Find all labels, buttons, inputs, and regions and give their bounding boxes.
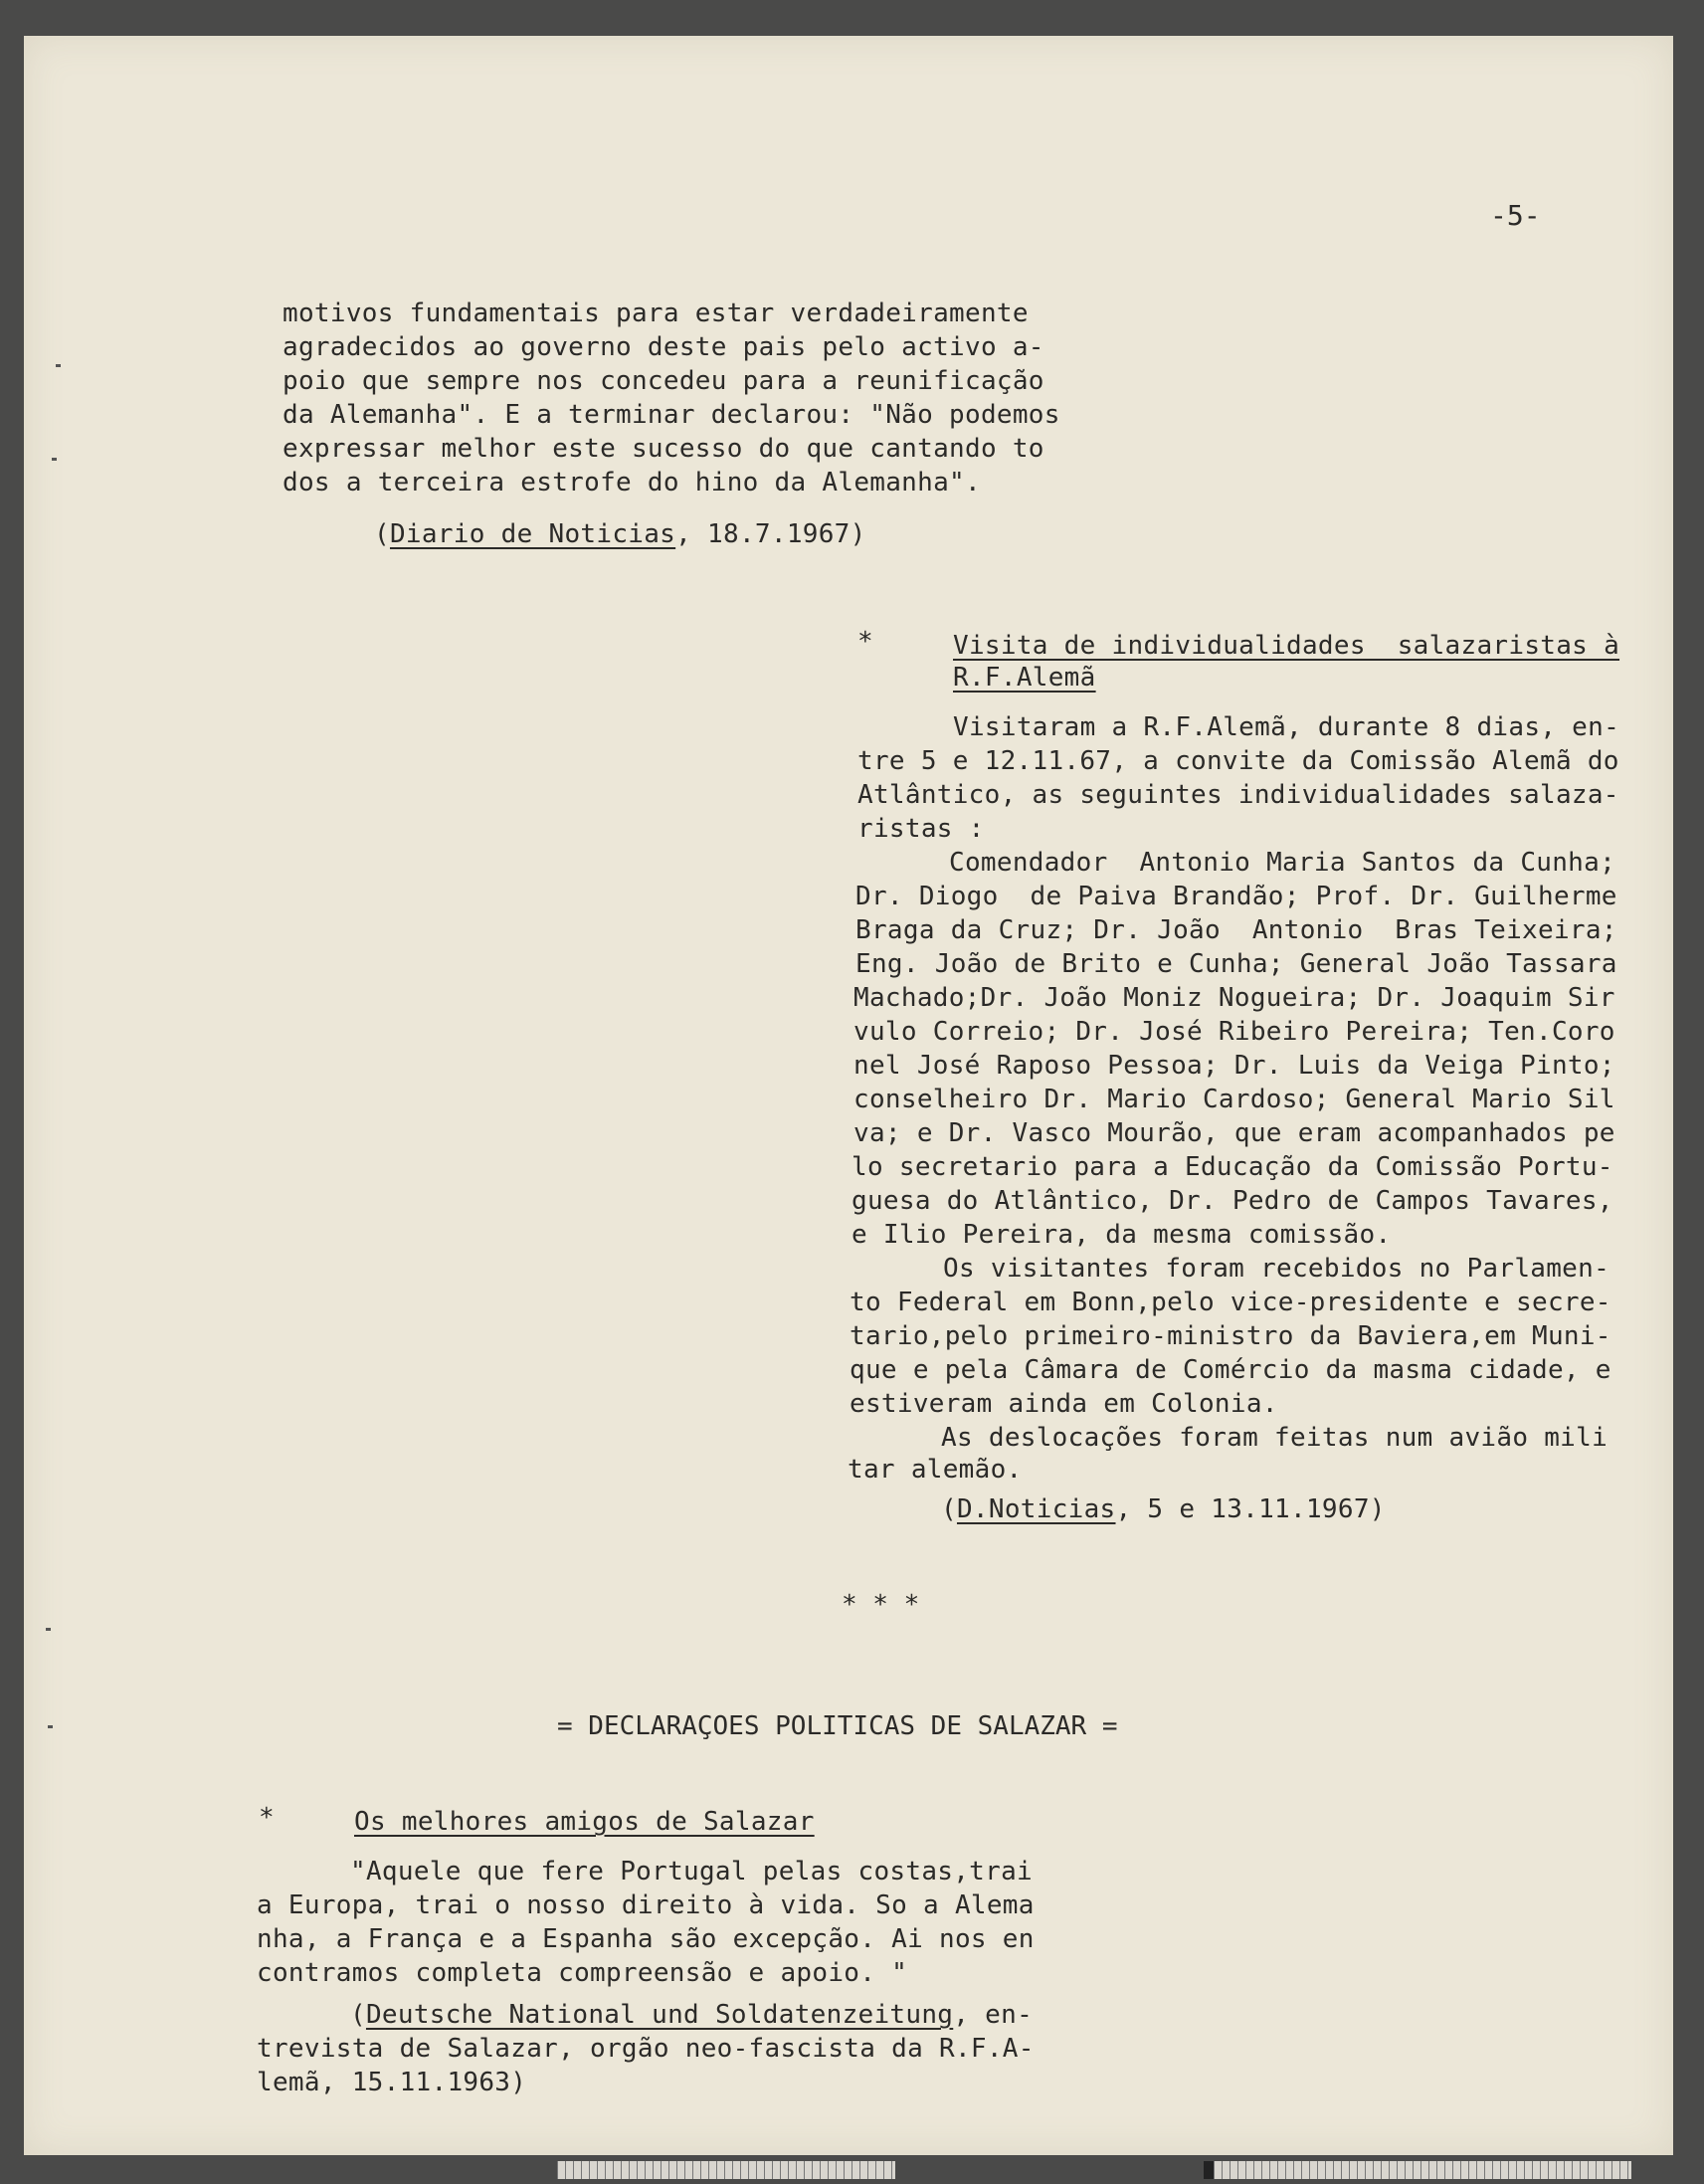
quote-line: nha, a França e a Espanha são excepção. Ai nos en: [257, 1924, 1035, 1954]
section-title: Visita de individualidades salazaristas à: [953, 631, 1620, 661]
text-line: da Alemanha". E a terminar declarou: "Não podemos: [283, 400, 1060, 430]
source-citation-line: lemã, 15.11.1963): [257, 2068, 527, 2097]
source-citation-line: trevista de Salazar, orgão neo-fascista da R.F.A-: [257, 2034, 1035, 2064]
source-citation: (Diario de Noticias, 18.7.1967): [374, 519, 866, 549]
quote-line: "Aquele que fere Portugal pelas costas,trai: [350, 1857, 1033, 1886]
text-line: expressar melhor este sucesso do que cantando to: [283, 434, 1044, 464]
text-line: tre 5 e 12.11.67, a convite da Comissão Alemã do: [857, 746, 1619, 776]
source-citation: (D.Noticias, 5 e 13.11.1967): [941, 1494, 1386, 1524]
page-number: -5-: [1490, 199, 1541, 232]
text-line: motivos fundamentais para estar verdadeiramente: [283, 298, 1029, 328]
text-line: tario,pelo primeiro-ministro da Baviera,em Muni-: [850, 1321, 1611, 1351]
text-line: tar alemão.: [848, 1455, 1023, 1485]
section-title-continued: R.F.Alemã: [953, 663, 1096, 693]
text-line: As deslocações foram feitas num avião mili: [941, 1423, 1609, 1453]
text-line: Comendador Antonio Maria Santos da Cunha;: [949, 848, 1616, 878]
source-title: Diario de Noticias: [389, 519, 676, 549]
text-line: guesa do Atlântico, Dr. Pedro de Campos Tavares,: [852, 1186, 1613, 1216]
text-line: estiveram ainda em Colonia.: [850, 1389, 1278, 1419]
text-line: lo secretario para a Educação da Comissão Portu-: [852, 1152, 1613, 1182]
text-line: Machado;Dr. João Moniz Nogueira; Dr. Joaquim Sir: [853, 983, 1615, 1013]
margin-mark: [46, 1628, 51, 1631]
text-line: vulo Correio; Dr. José Ribeiro Pereira; Ten.Coro: [853, 1017, 1615, 1047]
text-line: to Federal em Bonn,pelo vice-presidente e secre-: [850, 1288, 1611, 1317]
text-line: Visitaram a R.F.Alemã, durante 8 dias, en-: [953, 712, 1620, 742]
scale-ruler-right: [1214, 2161, 1631, 2179]
text-line: Braga da Cruz; Dr. João Antonio Bras Teixeira;: [855, 915, 1617, 945]
source-title: D.Noticias: [956, 1494, 1116, 1524]
text-line: Dr. Diogo de Paiva Brandão; Prof. Dr. Guilherme: [855, 882, 1617, 911]
text-line: dos a terceira estrofe do hino da Alemanha".: [283, 468, 981, 497]
main-heading: = DECLARAÇOES POLITICAS DE SALAZAR =: [557, 1711, 1118, 1741]
text-line: poio que sempre nos concedeu para a reunificação: [283, 366, 1044, 396]
text-line: agradecidos ao governo deste pais pelo activo a-: [283, 332, 1044, 362]
quote-line: contramos completa compreensão e apoio. ": [257, 1958, 908, 1988]
source-title: Deutsche National und Soldatenzeitung: [365, 2000, 954, 2030]
section-separator: * * *: [842, 1590, 920, 1620]
scale-ruler: [557, 2161, 895, 2179]
margin-mark: [48, 1725, 53, 1728]
text-line: va; e Dr. Vasco Mourão, que eram acompanhados pe: [853, 1118, 1615, 1148]
text-line: nel José Raposo Pessoa; Dr. Luis da Veiga Pinto;: [853, 1051, 1615, 1081]
text-line: Eng. João de Brito e Cunha; General João Tassara: [855, 949, 1617, 979]
text-line: que e pela Câmara de Comércio da masma cidade, e: [850, 1355, 1611, 1385]
margin-mark: [52, 458, 57, 461]
text-line: Os visitantes foram recebidos no Parlamen-: [943, 1254, 1610, 1284]
text-line: Atlântico, as seguintes individualidades salaza-: [857, 780, 1619, 810]
text-line: ristas :: [857, 814, 985, 844]
text-line: conselheiro Dr. Mario Cardoso; General Mario Sil: [853, 1085, 1615, 1114]
quote-line: a Europa, trai o nosso direito à vida. So a Alema: [257, 1890, 1035, 1920]
bullet-asterisk: *: [259, 1803, 275, 1833]
text-line: e Ilio Pereira, da mesma comissão.: [852, 1220, 1392, 1250]
source-citation: (Deutsche National und Soldatenzeitung, en-: [350, 2000, 1034, 2030]
section-title: Os melhores amigos de Salazar: [354, 1807, 815, 1837]
bullet-asterisk: *: [857, 627, 873, 657]
margin-mark: [56, 364, 61, 367]
